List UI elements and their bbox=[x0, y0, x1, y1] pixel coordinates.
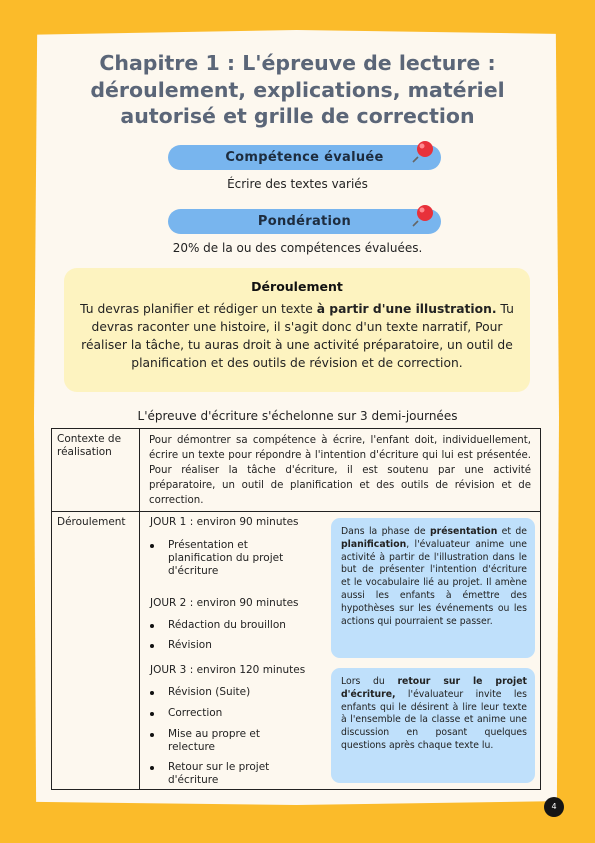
list-item: Mise au propre et relecture bbox=[150, 728, 270, 754]
jour-2-title: JOUR 2 : environ 90 minutes bbox=[150, 597, 299, 609]
jour-1-title: JOUR 1 : environ 90 minutes bbox=[150, 516, 299, 528]
competence-text: Écrire des textes variés bbox=[227, 177, 368, 191]
page-title bbox=[40, 50, 555, 130]
table-divider-horizontal bbox=[51, 511, 541, 512]
retour-note: Lors du retour sur le projet d'écriture, l'évaluateur invite les enfants qui le désirent à lire leur texte à l'ensemble de la classe et anime une discussion en posant quelques questions après chaque texte lu. bbox=[331, 668, 535, 783]
bullet-dot bbox=[150, 766, 154, 770]
ponderation-text: 20% de la ou des compétences évaluées. bbox=[172, 241, 423, 255]
list-item: Révision (Suite) bbox=[150, 686, 295, 699]
bullet-dot bbox=[150, 644, 154, 648]
presentation-note: Dans la phase de présentation et de planification, l'évaluateur anime une activité à partir de l'illustration dans le but de présenter l'intention d'écriture et le vocabulaire lié au projet. Il amène aussi les enfants à émettre des hypothèses sur les événements ou les actions qui pourraient se passer. bbox=[331, 518, 535, 658]
list-item: Correction bbox=[150, 707, 295, 720]
list-item: Révision bbox=[150, 639, 295, 652]
ponderation-label-pill bbox=[168, 209, 441, 234]
page-number: 4 bbox=[544, 797, 564, 817]
competence-label-pill bbox=[168, 145, 441, 170]
table-caption: L'épreuve d'écriture s'échelonne sur 3 demi-journées bbox=[137, 409, 458, 423]
title-line-2: déroulement, explications, matériel bbox=[90, 77, 505, 102]
deroulement-title: Déroulement bbox=[251, 279, 343, 294]
deroulement-bold: à partir d'une illustration. bbox=[316, 302, 497, 316]
bullet-dot bbox=[150, 733, 154, 737]
title-line-3: autorisé et grille de correction bbox=[120, 104, 475, 128]
pushpin-icon bbox=[410, 138, 436, 164]
competence-label: Compétence évaluée bbox=[225, 150, 384, 165]
contexte-text: Pour démontrer sa compétence à écrire, l'enfant doit, individuellement, écrire un texte pour répondre à l'intention d'écriture qui lui est présentée. Pour réaliser la tâche d'écriture, il est soutenu par une activité préparatoire, un outil de planification et des outils de révision et de correction. bbox=[149, 435, 531, 506]
bullet-dot bbox=[150, 624, 154, 628]
table-divider-vertical bbox=[139, 428, 140, 790]
pushpin-icon bbox=[410, 202, 436, 228]
row-label-contexte: Contexte de réalisation bbox=[57, 433, 122, 458]
deroulement-text: Tu devras planifier et rédiger un texte à partir d'une illustration. Tu devras raconter une histoire, il s'agit donc d'un texte narratif, Pour réaliser la tâche, tu auras droit à une activité préparatoire, un outil de planification et des outils de révision et de correction. bbox=[80, 302, 514, 370]
bullet-dot bbox=[150, 544, 154, 548]
ponderation-label: Pondération bbox=[257, 214, 352, 229]
list-item: Rédaction du brouillon bbox=[150, 619, 295, 632]
bullet-dot bbox=[150, 691, 154, 695]
row-label-deroulement: Déroulement bbox=[57, 516, 126, 528]
bullet-dot bbox=[150, 712, 154, 716]
title-line-1: Chapitre 1 : L'épreuve de lecture : bbox=[99, 51, 496, 75]
list-item: Présentation et planification du projet d'écriture bbox=[150, 539, 295, 578]
list-item: Retour sur le projet d'écriture bbox=[150, 761, 270, 787]
jour-3-title: JOUR 3 : environ 120 minutes bbox=[150, 664, 306, 676]
